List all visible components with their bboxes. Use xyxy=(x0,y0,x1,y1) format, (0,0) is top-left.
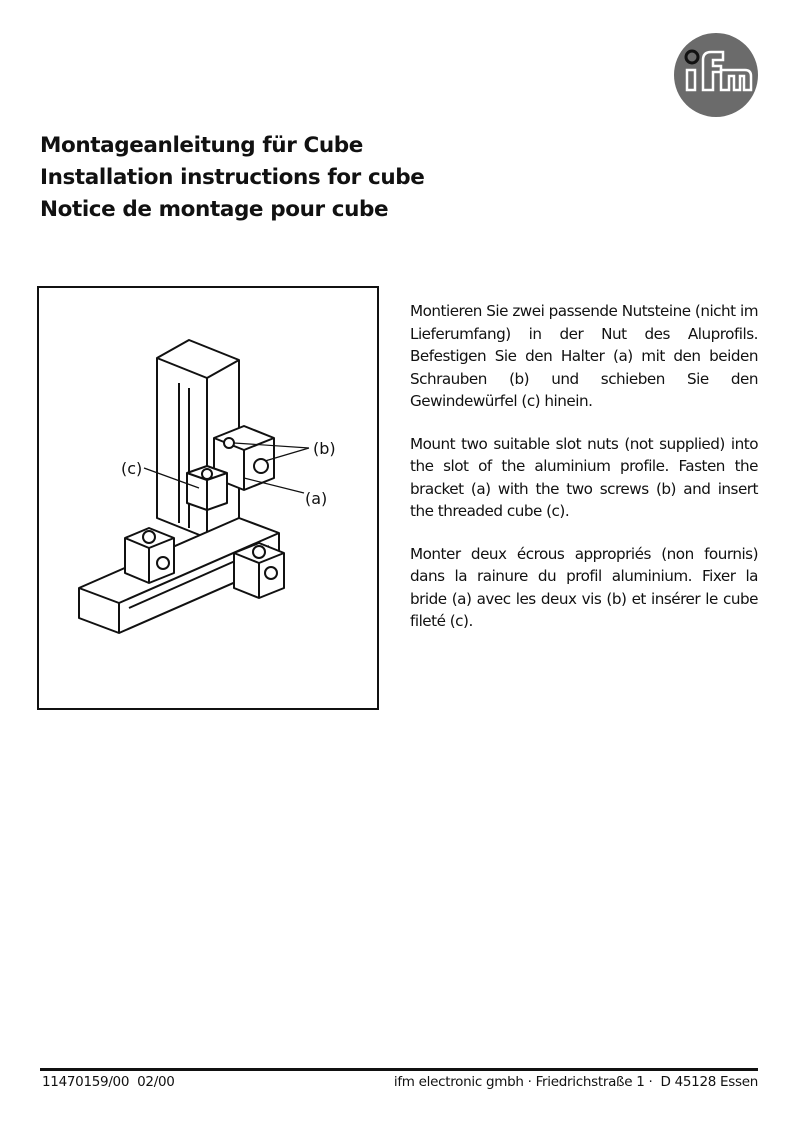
title-english: Installation instructions for cube xyxy=(40,165,425,190)
title-block xyxy=(40,130,424,226)
instructions-text xyxy=(410,300,758,653)
ifm-logo xyxy=(673,32,759,118)
label-c: (c) xyxy=(121,459,143,478)
label-a: (a) xyxy=(305,489,328,508)
title-french: Notice de montage pour cube xyxy=(40,197,389,222)
document-number: 11470159/00 02/00 xyxy=(42,1074,175,1090)
paragraph-french: Monter deux écrous appropriés (non fournis) dans la rainure du profil aluminium. Fixer la bride (a) avec les deux vis (b) et insérer le cube fileté (c). xyxy=(410,544,758,630)
footer-divider xyxy=(40,1068,758,1071)
paragraph-english: Mount two suitable slot nuts (not supplied) into the slot of the aluminium profile. Fasten the bracket (a) with the two screws (b) and insert the threaded cube (c). xyxy=(410,434,758,520)
paragraph-german: Montieren Sie zwei passende Nutsteine (nicht im Lieferumfang) in der Nut des Aluprofils. Befestigen Sie den Halter (a) mit den beiden Schrauben (b) und schieben Sie den Gewindewürfel (c) hinein. xyxy=(410,302,758,410)
label-b: (b) xyxy=(313,439,336,458)
installation-illustration xyxy=(37,286,379,710)
title-german: Montageanleitung für Cube xyxy=(40,133,363,158)
company-address: ifm electronic gmbh · Friedrichstraße 1 · D 45128 Essen xyxy=(393,1074,758,1090)
